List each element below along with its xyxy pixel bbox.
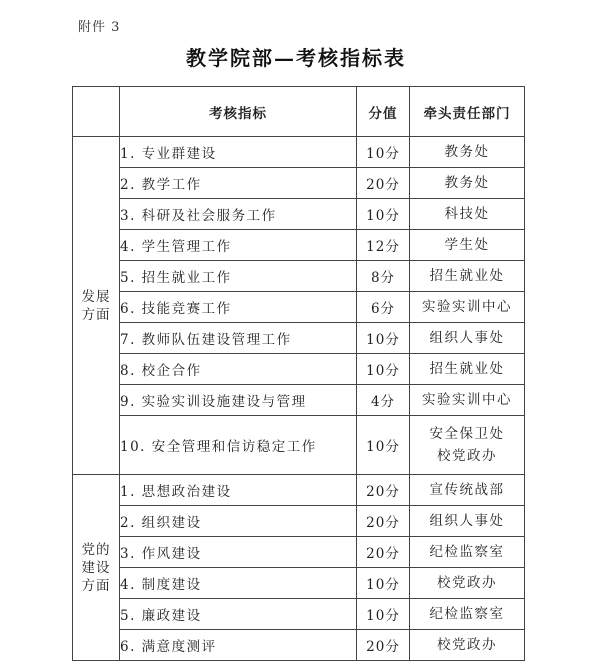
category-label-line: 建设 xyxy=(81,559,111,576)
table-row xyxy=(73,292,525,323)
table-row xyxy=(73,506,525,537)
table-header-row xyxy=(73,87,525,137)
indicator-cell: 6. 技能竞赛工作 xyxy=(120,292,357,323)
table-row xyxy=(73,599,525,630)
indicator-cell: 9. 实验实训设施建设与管理 xyxy=(120,385,357,416)
score-cell: 10分 xyxy=(357,568,410,599)
dept-name: 招生就业处 xyxy=(429,361,505,377)
dept-cell xyxy=(410,599,525,630)
dept-cell xyxy=(410,506,525,537)
table-row xyxy=(73,537,525,568)
dept-name: 实验实训中心 xyxy=(422,392,512,408)
score-cell: 20分 xyxy=(357,630,410,661)
dept-name: 安全保卫处 xyxy=(429,426,505,442)
dept-cell xyxy=(410,230,525,261)
score-cell: 20分 xyxy=(357,168,410,199)
score-cell: 12分 xyxy=(357,230,410,261)
indicator-cell: 4. 学生管理工作 xyxy=(120,230,357,261)
table-row xyxy=(73,475,525,506)
attachment-label: 附件 3 xyxy=(78,20,121,35)
dept-name: 实验实训中心 xyxy=(422,299,512,315)
indicator-cell: 8. 校企合作 xyxy=(120,354,357,385)
header-indicator: 考核指标 xyxy=(120,87,357,137)
dept-cell xyxy=(410,630,525,661)
dept-name: 纪检监察室 xyxy=(429,544,505,560)
header-score: 分值 xyxy=(357,87,410,137)
table-row xyxy=(73,137,525,168)
indicator-cell: 4. 制度建设 xyxy=(120,568,357,599)
header-dept: 牵头责任部门 xyxy=(410,87,525,137)
dept-cell xyxy=(410,199,525,230)
table-row xyxy=(73,385,525,416)
score-cell: 10分 xyxy=(357,199,410,230)
indicator-cell: 7. 教师队伍建设管理工作 xyxy=(120,323,357,354)
indicator-cell: 5. 招生就业工作 xyxy=(120,261,357,292)
score-cell: 6分 xyxy=(357,292,410,323)
dept-cell xyxy=(410,137,525,168)
header-category-cell xyxy=(73,87,120,137)
table-body xyxy=(73,137,525,661)
category-label-line: 方面 xyxy=(81,577,111,594)
table-row xyxy=(73,416,525,475)
score-cell: 4分 xyxy=(357,385,410,416)
score-cell: 10分 xyxy=(357,416,410,475)
score-cell: 10分 xyxy=(357,323,410,354)
indicator-cell: 3. 作风建设 xyxy=(120,537,357,568)
indicator-cell: 1. 专业群建设 xyxy=(120,137,357,168)
table-row xyxy=(73,354,525,385)
score-cell: 20分 xyxy=(357,506,410,537)
category-label-line: 发展 xyxy=(81,288,111,305)
dept-name: 教务处 xyxy=(444,144,490,160)
dept-name: 校党政办 xyxy=(437,637,497,653)
category-label-line: 方面 xyxy=(81,306,111,323)
indicator-cell: 5. 廉政建设 xyxy=(120,599,357,630)
dept-cell xyxy=(410,416,525,475)
table-row xyxy=(73,230,525,261)
dept-cell xyxy=(410,261,525,292)
indicator-cell: 6. 满意度测评 xyxy=(120,630,357,661)
table-row xyxy=(73,199,525,230)
category-cell xyxy=(73,475,120,661)
indicator-cell: 10. 安全管理和信访稳定工作 xyxy=(120,416,357,475)
score-cell: 10分 xyxy=(357,137,410,168)
indicator-cell: 1. 思想政治建设 xyxy=(120,475,357,506)
table-row xyxy=(73,168,525,199)
indicator-cell: 2. 教学工作 xyxy=(120,168,357,199)
score-cell: 10分 xyxy=(357,599,410,630)
table-row xyxy=(73,261,525,292)
dept-name: 招生就业处 xyxy=(429,268,505,284)
dept-name: 校党政办 xyxy=(437,575,497,591)
dept-cell xyxy=(410,168,525,199)
score-cell: 8分 xyxy=(357,261,410,292)
dept-cell xyxy=(410,475,525,506)
table-row xyxy=(73,568,525,599)
score-cell: 10分 xyxy=(357,354,410,385)
dept-name: 科技处 xyxy=(444,206,490,222)
indicator-cell: 2. 组织建设 xyxy=(120,506,357,537)
table-row xyxy=(73,323,525,354)
category-label-line: 党的 xyxy=(81,541,111,558)
dept-cell xyxy=(410,537,525,568)
indicator-cell: 3. 科研及社会服务工作 xyxy=(120,199,357,230)
dept-name: 校党政办 xyxy=(437,448,497,464)
dept-cell xyxy=(410,385,525,416)
dept-cell xyxy=(410,568,525,599)
category-cell xyxy=(73,137,120,475)
score-cell: 20分 xyxy=(357,475,410,506)
dept-name: 宣传统战部 xyxy=(429,482,505,498)
dept-name: 组织人事处 xyxy=(429,513,505,529)
page-title: 教学院部—考核指标表 xyxy=(186,46,406,70)
table-row xyxy=(73,630,525,661)
dept-cell xyxy=(410,354,525,385)
assessment-table xyxy=(72,86,525,661)
score-cell: 20分 xyxy=(357,537,410,568)
dept-cell xyxy=(410,323,525,354)
dept-name: 教务处 xyxy=(444,175,490,191)
dept-name: 学生处 xyxy=(444,237,490,253)
dept-cell xyxy=(410,292,525,323)
dept-name: 纪检监察室 xyxy=(429,606,505,622)
dept-name: 组织人事处 xyxy=(429,330,505,346)
